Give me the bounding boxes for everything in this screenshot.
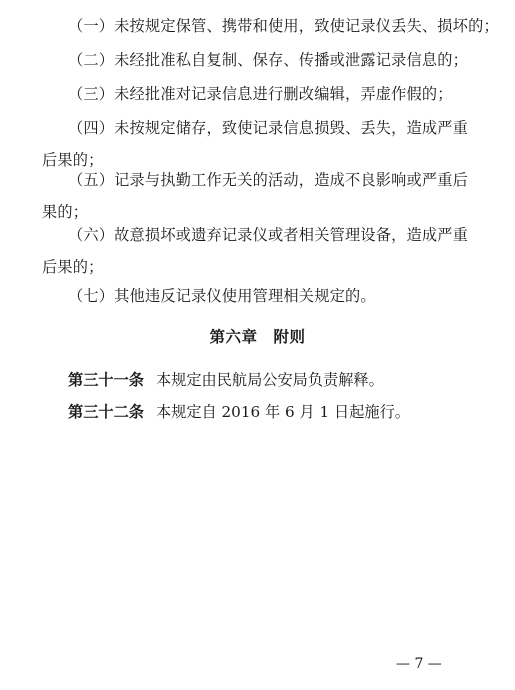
list-item: （一）未按规定保管、携带和使用，致使记录仪丢失、损坏的； — [68, 17, 499, 35]
list-item: （三）未经批准对记录信息进行删改编辑，弄虚作假的； — [68, 85, 453, 103]
chapter-title: 附则 — [273, 328, 306, 346]
chapter-heading — [0, 325, 515, 347]
article-text: 本规定自 2016 年 6 月 1 日起施行。 — [155, 403, 410, 421]
list-item: （四）未按规定储存，致使记录信息损毁、丢失，造成严重后果的； — [42, 119, 469, 169]
list-item: （五）记录与执勤工作无关的活动，造成不良影响或严重后果的； — [42, 171, 469, 221]
list-item: （六）故意损坏或遗弃记录仪或者相关管理设备，造成严重后果的； — [42, 226, 469, 276]
page-number: — 7 — — [396, 656, 442, 672]
list-item: （二）未经批准私自复制、保存、传播或泄露记录信息的； — [68, 51, 469, 69]
list-item: （七）其他违反记录仪使用管理相关规定的。 — [68, 287, 376, 305]
article — [68, 401, 488, 422]
article — [68, 369, 488, 390]
chapter-number: 第六章 — [209, 328, 258, 346]
article-text: 本规定由民航局公安局负责解释。 — [155, 371, 384, 389]
article-heading: 第三十二条 — [68, 403, 144, 421]
article-heading: 第三十一条 — [68, 371, 144, 389]
